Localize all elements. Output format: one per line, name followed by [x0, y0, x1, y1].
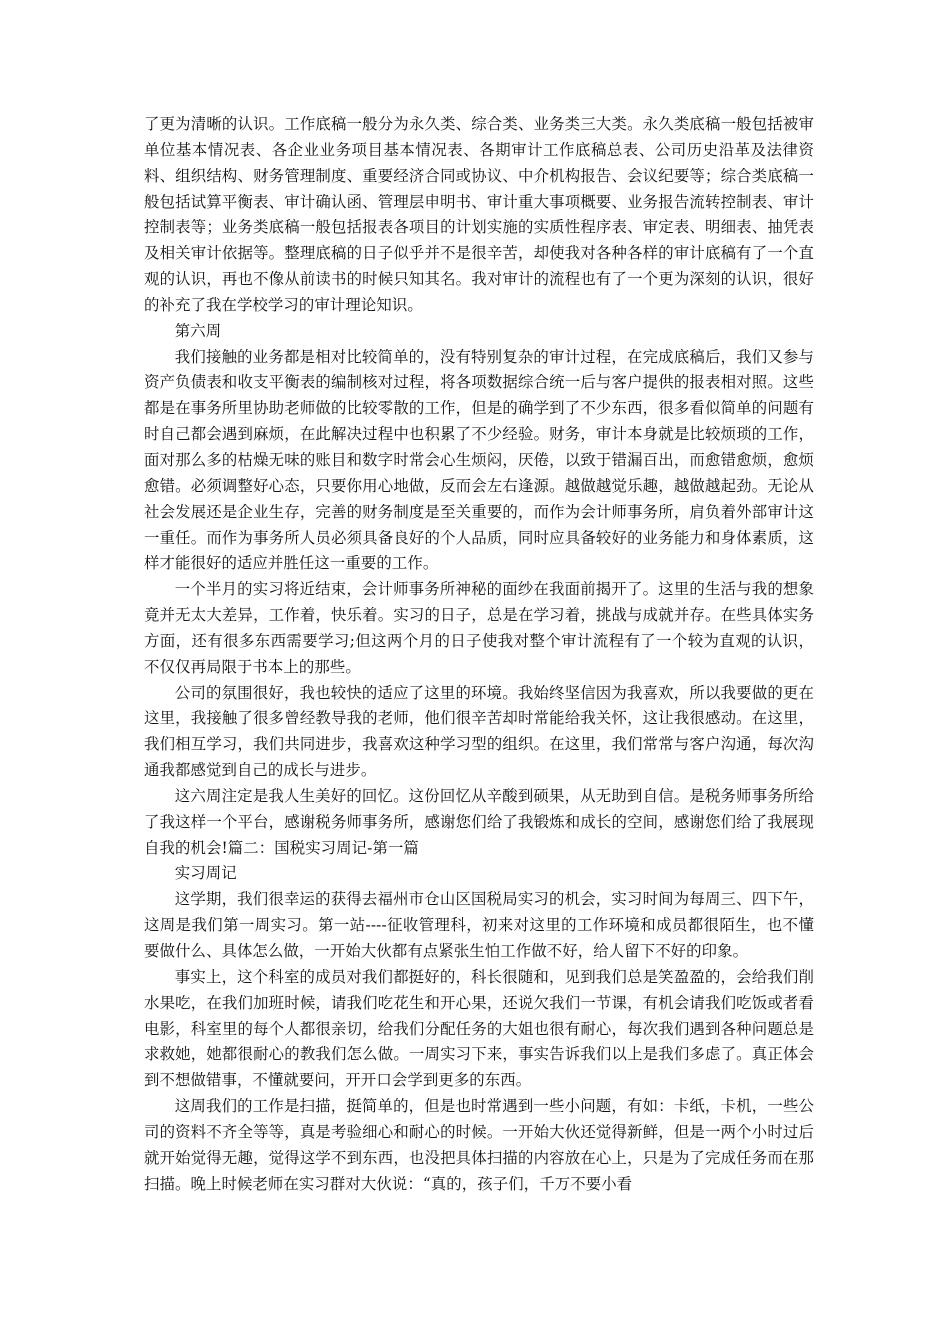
paragraph-office-members: 事实上，这个科室的成员对我们都挺好的，科长很随和，见到我们总是笑盈盈的，会给我们削水果吃，在我们加班时候，请我们吃花生和开心果，还说欠我们一节课，有机会请我们吃饭或者看电影，科室里的每个人都很亲切，给我们分配任务的大姐也很有耐心，每次我们遇到各种问题总是求救她，她都很耐心的教我们怎么做。一周实习下来，事实告诉我们以上是我们多虑了。真正体会到不想做错事，不懂就要问，开开口会学到更多的东西。 [144, 967, 814, 1090]
paragraph-tax-bureau-intro: 这学期，我们很幸运的获得去福州市仓山区国税局实习的机会，实习时间为每周三、四下午，这周是我们第一周实习。第一站----征收管理科，初来对这里的工作环境和成员都很陌生，也不懂要做什么、具体怎么做，一开始大伙都有点紧张生怕工作做不好，给人留下不好的印象。 [144, 890, 814, 960]
document-page [144, 112, 814, 1197]
paragraph-working-papers: 了更为清晰的认识。工作底稿一般分为永久类、综合类、业务类三大类。永久类底稿一般包括被审单位基本情况表、各企业业务项目基本情况表、各期审计工作底稿总表、公司历史沿革及法律资料、组织结构、财务管理制度、重要经济合同或协议、中介机构报告、会议纪要等；综合类底稿一般包括试算平衡表、审计确认函、管理层申明书、审计重大事项概要、业务报告流转控制表、审计控制表等；业务类底稿一般包括报表各项目的计划实施的实质性程序表、审定表、明细表、抽凭表及相关审计依据等。整理底稿的日子似乎并不是很辛苦，却使我对各种各样的审计底稿有了一个直观的认识，再也不像从前读书的时候只知其名。我对审计的流程也有了一个更为深刻的认识，很好的补充了我在学校学习的审计理论知识。 [144, 115, 814, 314]
paragraph-company-atmosphere: 公司的氛围很好，我也较快的适应了这里的环境。我始终坚信因为我喜欢，所以我要做的更在这里，我接触了很多曾经教导我的老师，他们很辛苦却时常能给我关怀，这让我很感动。在这里，我们相互学习，我们共同进步，我喜欢这种学习型的组织。在这里，我们常常与客户沟通，每次沟通我都感觉到自己的成长与进步。 [144, 683, 814, 780]
paragraph-internship-ending: 一个半月的实习将近结束，会计师事务所神秘的面纱在我面前揭开了。这里的生活与我的想象竟并无太大差异，工作着，快乐着。实习的日子，总是在学习着，挑战与成就并存。在些具体实务方面，还有很多东西需要学习;但这两个月的日子使我对整个审计流程有了一个较为直观的认识，不仅仅再局限于书本上的那些。 [144, 580, 814, 676]
heading-week-six: 第六周 [174, 321, 222, 340]
paragraph-scanning-work: 这周我们的工作是扫描，挺简单的，但是也时常遇到一些小问题，有如：卡纸，卡机，一些公司的资料不齐全等等，真是考验细心和耐心的时候。一开始大伙还觉得新鲜，但是一两个小时过后就开始觉得无趣，觉得这学不到东西，也没把具体扫描的内容放在心上，只是为了完成任务而在那扫描。晚上时候老师在实习群对大伙说：“真的，孩子们，千万不要小看 [144, 1097, 814, 1193]
paragraph-week-six-work: 我们接触的业务都是相对比较简单的，没有特别复杂的审计过程，在完成底稿后，我们又参与资产负债表和收支平衡表的编制核对过程，将各项数据综合统一后与客户提供的报表相对照。这些都是在事务所里协助老师做的比较零散的工作，但是的确学到了不少东西，很多看似简单的问题有时自己都会遇到麻烦，在此解决过程中也积累了不少经验。财务，审计本身就是比较烦琐的工作，面对那么多的枯燥无味的账目和数字时常会心生烦闷，厌倦，以致于错漏百出，而愈错愈烦，愈烦愈错。必须调整好心态，只要你用心地做，反而会左右逢源。越做越觉乐趣，越做越起劲。无论从社会发展还是企业生存，完善的财务制度是至关重要的，而作为会计师事务所，肩负着外部审计这一重任。而作为事务所人员必须具备良好的个人品质，同时应具备较好的业务能力和身体素质，这样才能很好的适应并胜任这一重要的工作。 [144, 347, 814, 573]
heading-internship-journal: 实习周记 [174, 864, 237, 883]
paragraph-six-weeks-memory: 这六周注定是我人生美好的回忆。这份回忆从辛酸到硕果，从无助到自信。是税务师事务所给了我这样一个平台，感谢税务师事务所，感谢您们给了我锻炼和成长的空间，感谢您们给了我展现自我的机会!篇二：国税实习周记-第一篇 [144, 786, 814, 857]
